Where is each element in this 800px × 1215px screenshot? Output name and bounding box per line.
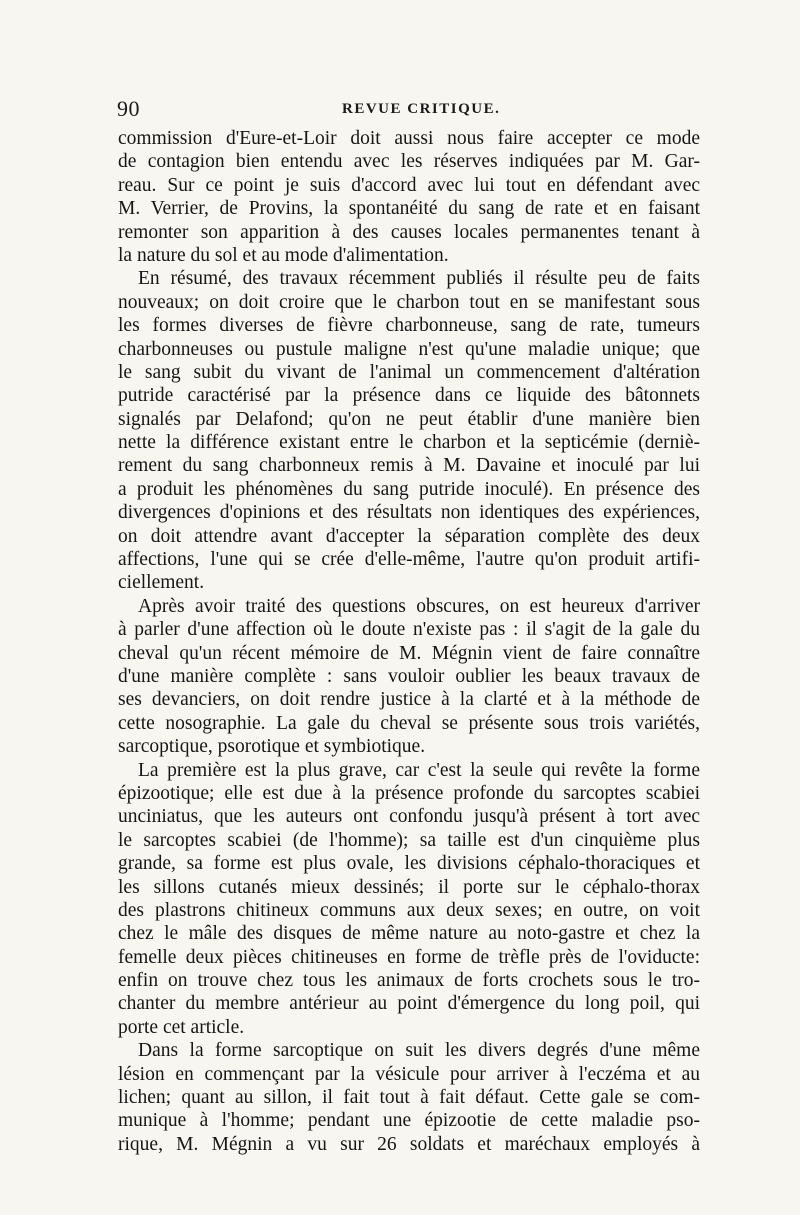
text-line: ses devanciers, on doit rendre justice à la clarté et à la méthode de — [118, 689, 700, 711]
page-number: 90 — [117, 96, 140, 121]
text-line: les sillons cutanés mieux dessinés; il porte sur le céphalo-thorax — [118, 876, 700, 898]
text-line: le sang subit du vivant de l'animal un commencement d'altération — [118, 361, 700, 383]
text-line: ciellement. — [118, 572, 205, 594]
paragraph-start-line: Dans la forme sarcoptique on suit les divers degrés d'une même — [138, 1040, 700, 1062]
page-header — [117, 96, 699, 124]
text-line: le sarcoptes scabiei (de l'homme); sa taille est d'un cinquième plus — [118, 829, 700, 851]
text-line: femelle deux pièces chitineuses en forme de trèfle près de l'oviducte: — [118, 946, 700, 968]
paragraph-start-line: La première est la plus grave, car c'est la seule qui revête la forme — [138, 759, 700, 781]
text-line: à parler d'une affection où le doute n'existe pas : il s'agit de la gale du — [118, 619, 700, 641]
text-line: M. Verrier, de Provins, la spontanéité du sang de rate et en faisant — [118, 198, 700, 220]
text-line: signalés par Delafond; qu'on ne peut établir d'une manière bien — [118, 408, 700, 430]
text-line: cette nosographie. La gale du cheval se présente sous trois variétés, — [118, 712, 700, 734]
text-line: munique à l'homme; pendant une épizootie de cette maladie pso- — [118, 1110, 700, 1132]
text-line: de contagion bien entendu avec les réserves indiquées par M. Gar- — [118, 151, 700, 173]
text-line: on doit attendre avant d'accepter la séparation complète des deux — [118, 525, 700, 547]
text-line: rement du sang charbonneux remis à M. Davaine et inoculé par lui — [118, 455, 700, 477]
text-line: unciniatus, que les auteurs ont confondu jusqu'à présent à tort avec — [118, 806, 700, 828]
text-line: a produit les phénomènes du sang putride inoculé). En présence des — [118, 478, 700, 500]
text-line: enfin on trouve chez tous les animaux de forts crochets sous le tro- — [118, 970, 700, 992]
text-line: reau. Sur ce point je suis d'accord avec lui tout en défendant avec — [118, 174, 700, 196]
text-line: nouveaux; on doit croire que le charbon tout en se manifestant sous — [118, 291, 700, 313]
text-line: rique, M. Mégnin a vu sur 26 soldats et maréchaux employés à — [118, 1133, 700, 1155]
paragraph-start-line: Après avoir traité des questions obscures, on est heureux d'arriver — [138, 595, 700, 617]
running-head: REVUE CRITIQUE. — [342, 101, 501, 117]
text-line: affections, l'une qui se crée d'elle-même, l'autre qu'on produit artifi- — [118, 549, 700, 571]
text-line: les formes diverses de fièvre charbonneuse, sang de rate, tumeurs — [118, 315, 700, 337]
text-line: d'une manière complète : sans vouloir oublier les beaux travaux de — [118, 665, 700, 687]
text-line: commission d'Eure-et-Loir doit aussi nous faire accepter ce mode — [118, 128, 700, 149]
paragraph-start-line: En résumé, des travaux récemment publiés il résulte peu de faits — [138, 268, 700, 290]
text-line: lichen; quant au sillon, il fait tout à fait défaut. Cette gale se com- — [118, 1087, 700, 1109]
text-line: nette la différence existant entre le charbon et la septicémie (derniè- — [118, 432, 700, 454]
text-line: putride caractérisé par la présence dans ce liquide des bâtonnets — [118, 385, 700, 407]
text-line: charbonneuses ou pustule maligne n'est qu'une maladie unique; que — [118, 338, 700, 360]
text-line: grande, sa forme est plus ovale, les divisions céphalo-thoraciques et — [118, 853, 700, 875]
text-line: chez le mâle des disques de même nature au noto-gastre et chez la — [118, 923, 700, 945]
text-line: sarcoptique, psorotique et symbiotique. — [118, 736, 426, 758]
text-line: la nature du sol et au mode d'alimentation. — [118, 244, 449, 266]
body-text — [118, 127, 700, 1156]
text-line: épizootique; elle est due à la présence profonde du sarcoptes scabiei — [118, 782, 700, 804]
text-line: cheval qu'un récent mémoire de M. Mégnin vient de faire connaître — [118, 642, 700, 664]
text-line: des plastrons chitineux communs aux deux sexes; en outre, on voit — [118, 899, 700, 921]
text-line: lésion en commençant par la vésicule pour arriver à l'eczéma et au — [118, 1063, 700, 1085]
text-line: divergences d'opinions et des résultats non identiques des expériences, — [118, 502, 700, 524]
text-line: porte cet article. — [118, 1016, 245, 1038]
text-line: chanter du membre antérieur au point d'émergence du long poil, qui — [118, 993, 700, 1015]
text-line: remonter son apparition à des causes locales permanentes tenant à — [118, 221, 700, 243]
